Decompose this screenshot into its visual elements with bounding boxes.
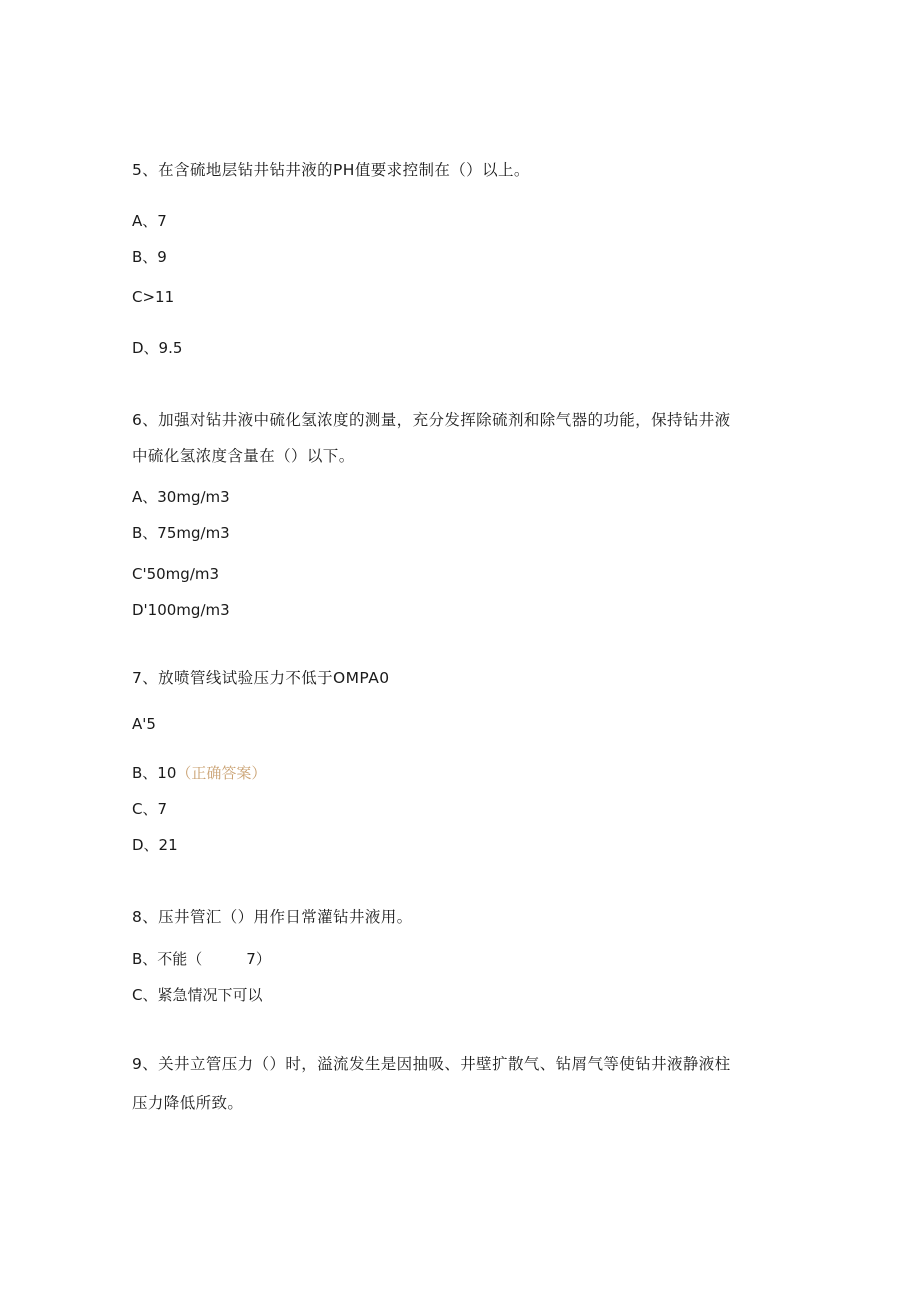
question-8-option-b-tail: 7） [246, 950, 271, 968]
question-6-option-c: C'50mg∕m3 [132, 565, 220, 583]
question-6-option-d: D'100mg∕m3 [132, 601, 230, 619]
question-5-option-c: C>11 [132, 288, 175, 306]
question-8-option-b-label: B、不能（ [132, 950, 203, 968]
question-6-text-line-2: 中硫化氢浓度含量在（）以下。 [132, 447, 355, 465]
question-6-text-line-1: 6、加强对钻井液中硫化氢浓度的测量，充分发挥除硫剂和除气器的功能，保持钻井液 [132, 411, 731, 429]
question-9-text-line-1: 9、关井立管压力（）时，溢流发生是因抽吸、井壁扩散气、钻屑气等使钻井液静液柱 [132, 1055, 731, 1073]
question-7-option-c: C、7 [132, 800, 168, 818]
question-8-option-b [132, 949, 271, 969]
correct-answer-mark: （正确答案） [176, 764, 267, 782]
question-7-option-d: D、21 [132, 836, 178, 854]
question-7-option-b-label: B、10 [132, 764, 177, 782]
question-7-option-b [132, 763, 266, 783]
question-9-text-line-2: 压力降低所致。 [132, 1094, 244, 1112]
question-5-option-d: D、9.5 [132, 339, 183, 357]
question-5-option-b: B、9 [132, 248, 167, 266]
question-8-option-c: C、紧急情况下可以 [132, 986, 263, 1004]
question-8-text: 8、压井管汇（）用作日常灌钻井液用。 [132, 908, 413, 926]
question-5-text: 5、在含硫地层钻井钻井液的PH值要求控制在（）以上。 [132, 161, 530, 179]
question-6-option-b: B、75mg∕m3 [132, 524, 230, 542]
question-5-option-a: A、7 [132, 212, 167, 230]
question-7-text: 7、放喷管线试验压力不低于OMPA0 [132, 669, 390, 687]
question-7-option-a: A'5 [132, 715, 156, 733]
question-6-option-a: A、30mg∕m3 [132, 488, 230, 506]
